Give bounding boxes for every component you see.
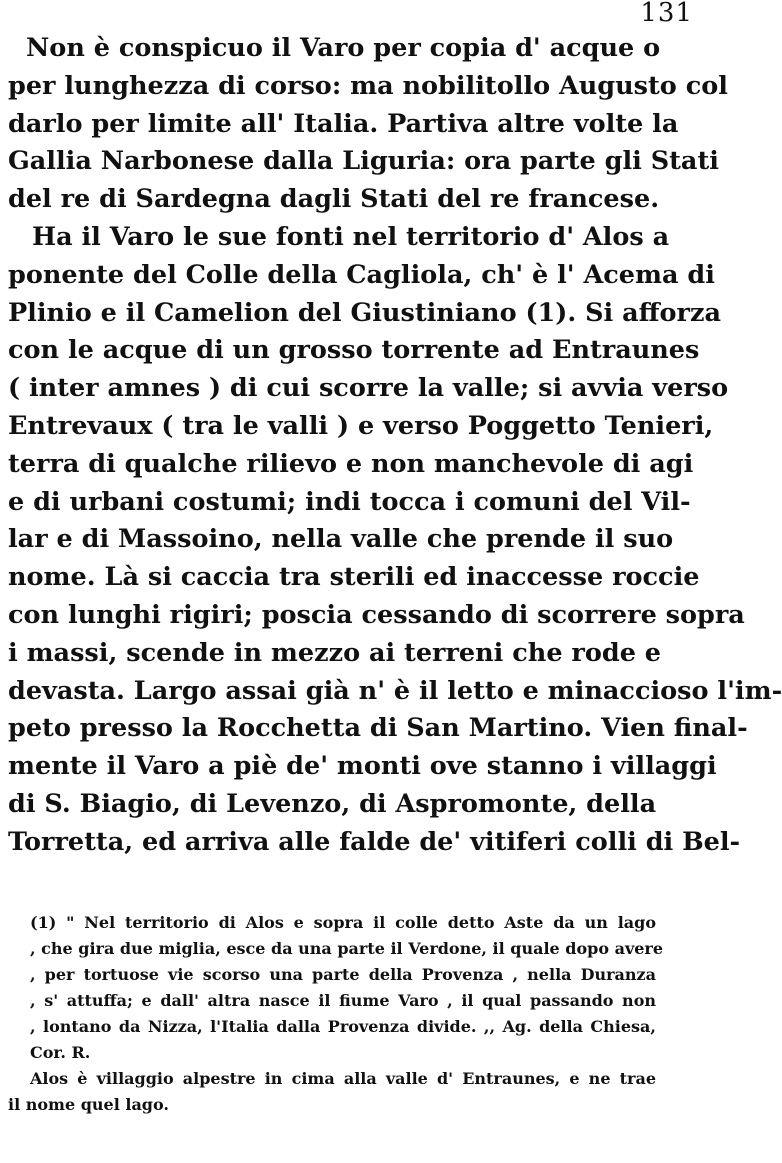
footnote-line: Cor. R.	[30, 1043, 91, 1062]
text-line: Entrevaux ( tra le valli ) e verso Poggetto Tenieri,	[8, 410, 714, 441]
footnote-line: , lontano da Nizza, l'Italia dalla Provenza divide. ,, Ag. della Chiesa,	[30, 1017, 656, 1036]
footnote-note	[8, 1066, 656, 1118]
text-line: devasta. Largo assai già n' è il letto e minaccioso l'im-	[8, 675, 782, 706]
text-line: lar e di Massoino, nella valle che prende il suo	[8, 524, 674, 555]
text-line: mente il Varo a piè de' monti ove stanno i villaggi	[8, 751, 717, 782]
text-line: per lunghezza di corso: ma nobilitollo Augusto col	[8, 70, 728, 101]
text-line: Torretta, ed arriva alle falde de' vitiferi colli di Bel-	[8, 826, 741, 857]
footnote-line: , s' attuffa; e dall' altra nasce il fiume Varo , il qual passando non	[30, 991, 656, 1010]
footnotes	[8, 910, 664, 1118]
footnote-line: , per tortuose vie scorso una parte della Provenza , nella Duranza	[30, 965, 656, 984]
text-line: Plinio e il Camelion del Giustiniano (1). Si afforza	[8, 297, 721, 328]
text-line: e di urbani costumi; indi tocca i comuni del Vil-	[8, 486, 691, 517]
footnote-line: Alos è villaggio alpestre in cima alla valle d' Entraunes, e ne trae	[30, 1069, 656, 1088]
text-line: darlo per limite all' Italia. Partiva altre volte la	[8, 108, 679, 139]
footnote-line: , che gira due miglia, esce da una parte il Verdone, il quale dopo avere	[30, 939, 664, 958]
footnote-1	[8, 910, 664, 1066]
text-line: i massi, scende in mezzo ai terreni che rode e	[8, 637, 662, 668]
text-line: ( inter amnes ) di cui scorre la valle; si avvia verso	[8, 373, 729, 404]
text-line: con lunghi rigiri; poscia cessando di scorrere sopra	[8, 599, 745, 630]
footnote-line: il nome quel lago.	[8, 1095, 169, 1114]
text-line: nome. Là si caccia tra sterili ed inaccesse roccie	[8, 562, 700, 593]
text-line: Gallia Narbonese dalla Liguria: ora parte gli Stati	[8, 146, 719, 177]
page-number: 131	[640, 0, 693, 28]
text-line: ponente del Colle della Cagliola, ch' è l' Acema di	[8, 259, 715, 290]
text-line: Ha il Varo le sue fonti nel territorio d' Alos a	[32, 221, 670, 252]
footnote-line: (1) " Nel territorio di Alos e sopra il colle detto Aste da un lago	[30, 913, 656, 932]
paragraph-1	[8, 30, 728, 219]
text-line: Non è conspicuo il Varo per copia d' acque o	[26, 33, 661, 63]
text-line: del re di Sardegna dagli Stati del re francese.	[8, 184, 660, 215]
text-line: peto presso la Rocchetta di San Martino. Vien final-	[8, 713, 748, 744]
text-line: terra di qualche rilievo e non manchevole di agi	[8, 448, 694, 479]
text-line: con le acque di un grosso torrente ad Entraunes	[8, 335, 700, 366]
main-text	[8, 30, 782, 862]
text-line: di S. Biagio, di Levenzo, di Aspromonte, della	[8, 788, 657, 819]
paragraph-2	[8, 219, 782, 862]
